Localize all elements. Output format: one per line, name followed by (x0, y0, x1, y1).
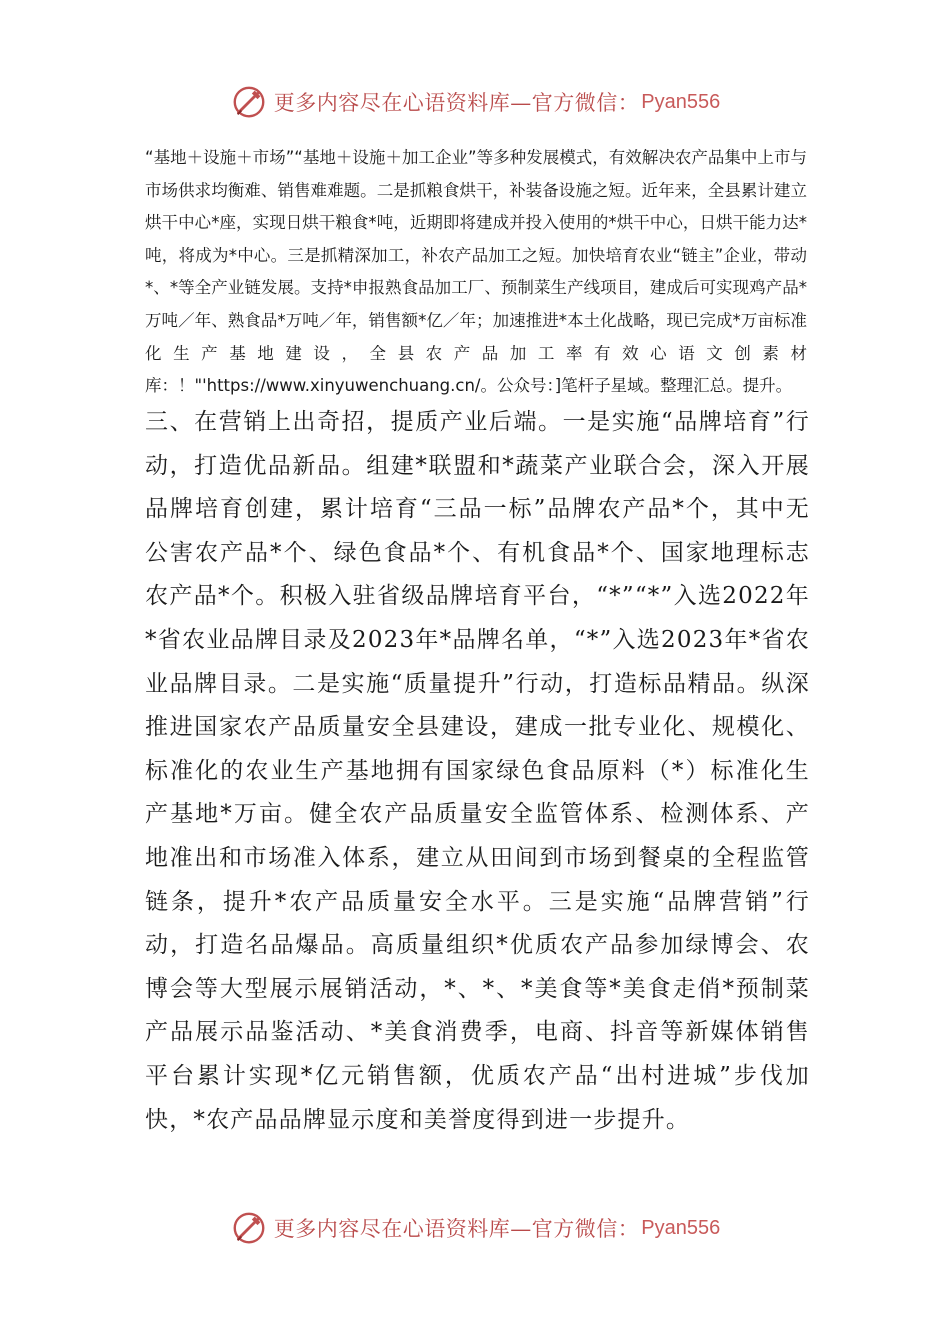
banner-text: 更多内容尽在心语资料库—官方微信： (273, 91, 640, 115)
pen-logo-icon (230, 83, 268, 121)
header-banner (0, 82, 950, 122)
body-paragraph-large: 三、在营销上出奇招，提质产业后端。一是实施“品牌培育”行动，打造优品新品。组建*联盟和*蔬菜产业联合会，深入开展品牌培育创建，累计培育“三品一标”品牌农产品*个，其中无公害农产品*个、绿色食品*个、有机食品*个、国家地理标志农产品*个。积极入驻省级品牌培育平台，“*”“*”入选2022年*省农业品牌目录及2023年*品牌名单，“*”入选2023年*省农业品牌目录。二是实施“质量提升”行动，打造标品精品。纵深推进国家农产品质量安全县建设，建成一批专业化、规模化、标准化的农业生产基地拥有国家绿色食品原料（*）标准化生产基地*万亩。健全农产品质量安全监管体系、检测体系、产地准出和市场准入体系，建立从田间到市场到餐桌的全程监管链条，提升*农产品质量安全水平。三是实施“品牌营销”行动，打造名品爆品。高质量组织*优质农产品参加绿博会、农博会等大型展示展销活动，*、*、*美食等*美食走俏*预制菜产品展示品鉴活动、*美食消费季，电商、抖音等新媒体销售平台累计实现*亿元销售额，优质农产品“出村进城”步伐加快，*农产品品牌显示度和美誉度得到进一步提升。 (145, 409, 810, 1133)
pen-logo-icon (230, 1209, 268, 1247)
banner-wechat-id: Pyan556 (641, 1216, 721, 1239)
banner-wechat-id: Pyan556 (641, 90, 721, 113)
footer-banner (0, 1208, 950, 1248)
body-paragraph-small: “基地＋设施＋市场”“基地＋设施＋加工企业”等多种发展模式，有效解决农产品集中上市与市场供求均衡难、销售难难题。二是抓粮食烘干，补装备设施之短。近年来，全县累计建立烘干中心*座，实现日烘干粮食*吨，近期即将建成并投入使用的*烘干中心，日烘干能力达*吨，将成为*中心。三是抓精深加工，补农产品加工之短。加快培育农业“链主”企业，带动*、*等全产业链发展。支持*申报熟食品加工厂、预制菜生产线项目，建成后可实现鸡产品*万吨／年、熟食品*万吨／年，销售额*亿／年；加速推进*本土化战略，现已完成*万亩标准化生产基地建设，全县农产品加工率有效心语文创素材库：！"'https://www.xinyuwenchuang.cn/。公众号：]笔杆子星域。整理汇总。提升。 (145, 148, 807, 396)
banner-text: 更多内容尽在心语资料库—官方微信： (273, 1217, 640, 1241)
